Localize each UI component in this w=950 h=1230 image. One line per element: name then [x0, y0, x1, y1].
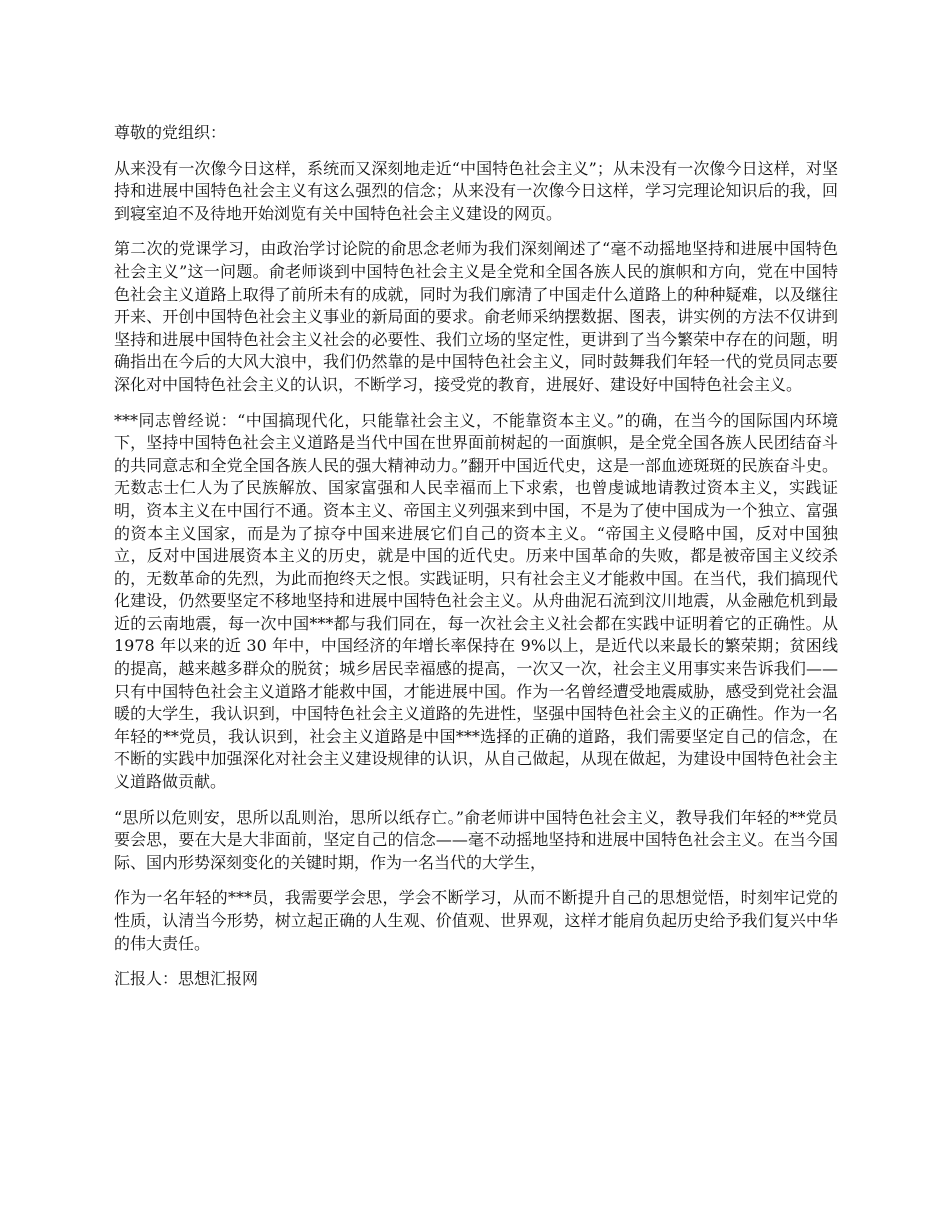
paragraph-2: 第二次的党课学习，由政治学讨论院的俞思念老师为我们深刻阐述了“毫不动摇地坚持和进展中国特色社会主义”这一问题。俞老师谈到中国特色社会主义是全党和全国各族人民的旗帜和方向，党在中国特色社会主义道路上取得了前所未有的成就，同时为我们廓清了中国走什么道路上的种种疑难，以及继往开来、开创中国特色社会主义事业的新局面的要求。俞老师采纳摆数据、图表，讲实例的方法不仅讲到坚持和进展中国特色社会主义社会的必要性、我们立场的坚定性，更讲到了当今繁荣中存在的问题，明确指出在今后的大风大浪中，我们仍然靠的是中国特色社会主义，同时鼓舞我们年轻一代的党员同志要深化对中国特色社会主义的认识，不断学习，接受党的教育，进展好、建设好中国特色社会主义。: [114, 239, 838, 394]
signature: 汇报人：思想汇报网: [114, 969, 259, 989]
paragraph-5: 作为一名年轻的***员，我需要学会思，学会不断学习，从而不断提升自己的思想觉悟，时刻牢记党的性质，认清当今形势，树立起正确的人生观、价值观、世界观，这样才能肩负起历史给予我们复兴中华的伟大责任。: [114, 888, 838, 953]
paragraph-1: 从来没有一次像今日这样，系统而又深刻地走近“中国特色社会主义”；从未没有一次像今日这样，对坚持和进展中国特色社会主义有这么强烈的信念；从来没有一次像今日这样，学习完理论知识后的我，回到寝室迫不及待地开始浏览有关中国特色社会主义建设的网页。: [114, 158, 838, 223]
paragraph-4: “思所以危则安，思所以乱则治，思所以纸存亡。”俞老师讲中国特色社会主义，教导我们年轻的**党员要会思，要在大是大非面前，坚定自己的信念——毫不动摇地坚持和进展中国特色社会主义。在当今国际、国内形势深刻变化的关键时期，作为一名当代的大学生，: [114, 807, 838, 872]
paragraph-3: ***同志曾经说：“中国搞现代化，只能靠社会主义，不能靠资本主义。”的确，在当今的国际国内环境下，坚持中国特色社会主义道路是当代中国在世界面前树起的一面旗帜，是全党全国各族人民团结奋斗的共同意志和全党全国各族人民的强大精神动力。”翻开中国近代史，这是一部血迹斑斑的民族奋斗史。无数志士仁人为了民族解放、国家富强和人民幸福而上下求索，也曾虔诚地请教过资本主义，实践证明，资本主义在中国行不通。资本主义、帝国主义列强来到中国，不是为了使中国成为一个独立、富强的资本主义国家，而是为了掠夺中国来进展它们自己的资本主义。“帝国主义侵略中国，反对中国独立，反对中国进展资本主义的历史，就是中国的近代史。历来中国革命的失败，都是被帝国主义绞杀的，无数革命的先烈，为此而抱终天之恨。实践证明，只有社会主义才能救中国。在当代，我们搞现代化建设，仍然要坚定不移地坚持和进展中国特色社会主义。从舟曲泥石流到汶川地震，从金融危机到最近的云南地震，每一次中国***都与我们同在，每一次社会主义社会都在实践中证明着它的正确性。从 1978 年以来的近 30 年中，中国经济的年增长率保持在 9%以上，是近代以来最长的繁荣期；贫困线的提高，越来越多群众的脱贫；城乡居民幸福感的提高，一次又一次，社会主义用事实来告诉我们——只有中国特色社会主义道路才能救中国，才能进展中国。作为一名曾经遭受地震威胁，感受到党社会温暖的大学生，我认识到，中国特色社会主义道路的先进性，坚强中国特色社会主义的正确性。作为一名年轻的**党员，我认识到，社会主义道路是中国***选择的正确的道路，我们需要坚定自己的信念，在不断的实践中加强深化对社会主义建设规律的认识，从自己做起，从现在做起，为建设中国特色社会主义道路做贡献。: [114, 410, 838, 792]
salutation: 尊敬的党组织：: [114, 123, 227, 142]
document-body: [114, 122, 838, 1004]
